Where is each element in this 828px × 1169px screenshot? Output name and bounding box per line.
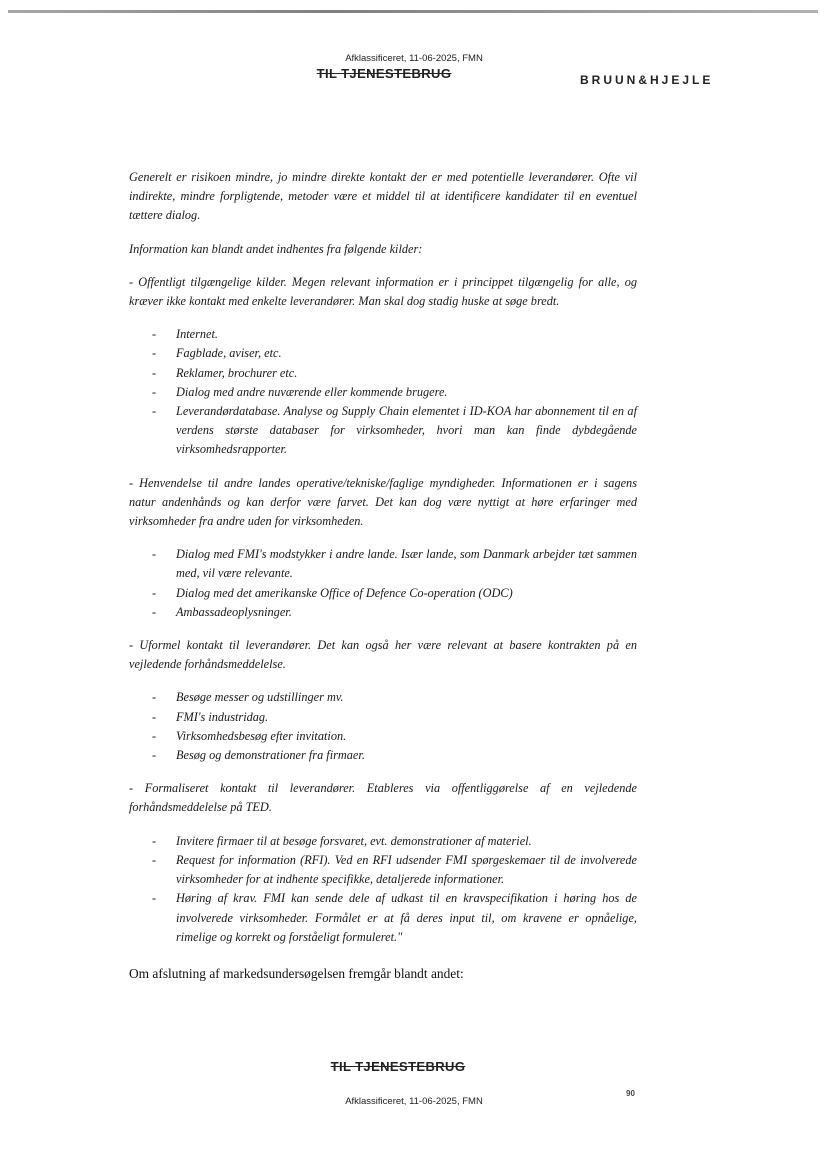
document-body: [129, 168, 637, 961]
classification-marking-top: TIL TJENESTEBRUG: [316, 66, 452, 81]
list-item: - Reklamer, brochurer etc.: [176, 364, 637, 383]
firm-logo: BRUUN&HJEJLE: [580, 73, 714, 87]
list-item: - Dialog med FMI's modstykker i andre lande. Især lande, som Danmark arbejder tæt sammen med, vil være relevante.: [176, 545, 637, 583]
section-public-sources: - Offentligt tilgængelige kilder. Megen relevant information er i princippet tilgængelig for alle, og kræver ikke kontakt med enkelte leverandører. Man skal dog stadig huske at søge bredt.: [129, 274, 637, 309]
list-item: - Dialog med det amerikanske Office of Defence Co-operation (ODC): [176, 584, 637, 603]
page-number: 90: [626, 1089, 635, 1098]
list-item: - Internet.: [176, 325, 637, 344]
informal-contact-list: [129, 688, 637, 765]
scan-edge-line: [8, 10, 818, 13]
section-informal-contact: - Uformel kontakt til leverandører. Det kan også her være relevant at basere kontrakten på en vejledende forhåndsmeddelelse.: [129, 638, 637, 672]
foreign-authorities-list: [129, 545, 637, 622]
sources-intro: Information kan blandt andet indhentes fra følgende kilder:: [129, 241, 423, 256]
list-item: - Dialog med andre nuværende eller kommende brugere.: [176, 383, 637, 402]
intro-paragraph: Generelt er risikoen mindre, jo mindre direkte kontakt der er med potentielle leverandører. Ofte vil indirekte, mindre forpligtende, metoder være et middel til at identificere kandidater til en eventuel tættere dialog.: [129, 170, 637, 223]
conclusion-sentence: Om afslutning af markedsundersøgelsen fremgår blandt andet:: [129, 966, 464, 981]
classification-marking-bottom: TIL TJENESTEBRUG: [330, 1059, 466, 1074]
list-item: - Høring af krav. FMI kan sende dele af udkast til en kravspecifikation i høring hos de involverede virksomheder. Formålet er at få deres input til, om kravene er opnåelige, rimelige og korrekt og forståeligt formuleret.": [176, 889, 637, 947]
list-item: - Fagblade, aviser, etc.: [176, 344, 637, 363]
list-item: - Invitere firmaer til at besøge forsvaret, evt. demonstrationer af materiel.: [176, 832, 637, 851]
list-item: - Besøge messer og udstillinger mv.: [176, 688, 637, 707]
list-item: - Besøg og demonstrationer fra firmaer.: [176, 746, 637, 765]
list-item: - Request for information (RFI). Ved en RFI udsender FMI spørgeskemaer til de involverede virksomheder for at indhente specifikke, detaljerede informationer.: [176, 851, 637, 889]
section-foreign-authorities: - Henvendelse til andre landes operative/tekniske/faglige myndigheder. Informationen er i sagens natur andenhånds og kan derfor være farvet. Det kan dog være nyttigt at høre erfaringer med virksomheder fra andre uden for virksomheden.: [129, 475, 637, 529]
formal-contact-list: [129, 832, 637, 947]
declassification-stamp-bottom: Afklassificeret, 11-06-2025, FMN: [345, 1096, 483, 1107]
list-item: - Ambassadeoplysninger.: [176, 603, 637, 622]
list-item: - Leverandørdatabase. Analyse og Supply Chain elementet i ID-KOA har abonnement til en af verdens største databaser for virksomheder, hvori man kan finde dybdegående virksomhedsrapporter.: [176, 402, 637, 460]
section-formal-contact: - Formaliseret kontakt til leverandører. Etableres via offentliggørelse af en vejledende forhåndsmeddelelse på TED.: [129, 781, 637, 815]
list-item: - FMI's industridag.: [176, 708, 637, 727]
public-sources-list: [129, 325, 637, 459]
declassification-stamp-top: Afklassificeret, 11-06-2025, FMN: [345, 53, 483, 64]
list-item: - Virksomhedsbesøg efter invitation.: [176, 727, 637, 746]
